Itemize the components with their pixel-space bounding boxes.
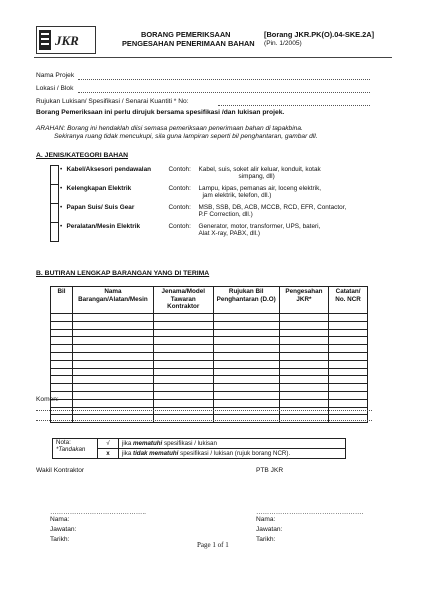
note-table — [52, 438, 346, 459]
table-cell[interactable] — [73, 391, 154, 399]
table-cell[interactable] — [213, 314, 279, 322]
table-cell[interactable] — [329, 384, 368, 392]
column-header: Jenama/Model Tawaran Kontraktor — [153, 287, 213, 314]
table-cell[interactable] — [153, 376, 213, 384]
signature-line-right[interactable]: …………………………………………. — [256, 509, 364, 516]
signature-right-title: PTB JKR — [256, 467, 284, 474]
items-body — [51, 314, 368, 423]
location-label: Lokasi / Blok — [36, 85, 74, 92]
table-cell[interactable] — [329, 360, 368, 368]
column-header: Nama Barangan/Alatan/Mesin — [73, 287, 154, 314]
table-cell[interactable] — [153, 384, 213, 392]
reference-label: Rujukan Lukisan/ Spesifikasi / Senarai Kuantiti * No: — [36, 98, 189, 105]
table-cell[interactable] — [51, 329, 73, 337]
table-row — [51, 314, 368, 322]
table-cell[interactable] — [213, 391, 279, 399]
table-cell[interactable] — [279, 368, 328, 376]
example-text: Alat X-ray, PABX, dll.) — [198, 230, 261, 237]
table-cell[interactable] — [329, 415, 368, 423]
table-cell[interactable] — [213, 337, 279, 345]
table-cell[interactable] — [153, 391, 213, 399]
table-cell[interactable] — [279, 314, 328, 322]
example-text: MSB, SSB, DB, ACB, MCCB, RCD, EFR, Contactor, — [198, 203, 347, 211]
table-cell[interactable] — [51, 360, 73, 368]
table-row — [51, 415, 368, 423]
table-cell[interactable] — [329, 321, 368, 329]
table-row — [51, 321, 368, 329]
category-table: • Kabel/Aksesori pendawalan Contoh: Kabel, suis, soket alir keluar, konduit, kotak simpang, dll) • Kelengkapan Elektrik Contoh: Lampu, kipas, pemanas air, loceng elektrik, jam elektrik, telefon, dll.) • Papan Suis/ Suis Gear Contoh: MSB, SSB, DB, ACB, MCCB, RCD, EFR, Contactor, P.F Correction, dll.) • Peralatan/Mesin Elektrik Contoh: Generator, motor, transformer, UPS, bateri, Alat X-ray, PABX, dll.) — [50, 165, 348, 242]
table-cell[interactable] — [329, 352, 368, 360]
table-cell[interactable] — [153, 345, 213, 353]
table-cell[interactable] — [73, 321, 154, 329]
table-cell[interactable] — [51, 415, 73, 423]
table-cell[interactable] — [153, 314, 213, 322]
check-symbol: √ — [98, 439, 119, 449]
table-cell[interactable] — [51, 352, 73, 360]
comments-line-2[interactable] — [36, 420, 372, 421]
table-row — [51, 368, 368, 376]
table-cell[interactable] — [51, 321, 73, 329]
table-cell[interactable] — [213, 415, 279, 423]
form-title-2: PENGESAHAN PENERIMAAN BAHAN — [122, 39, 255, 48]
items-table — [50, 286, 368, 423]
table-cell[interactable] — [213, 321, 279, 329]
table-cell[interactable] — [73, 399, 154, 407]
example-label: Contoh: — [168, 222, 191, 230]
table-row — [51, 345, 368, 353]
table-cell[interactable] — [279, 384, 328, 392]
column-header: Catatan/ No. NCR — [329, 287, 368, 314]
table-cell[interactable] — [73, 384, 154, 392]
table-cell[interactable] — [279, 399, 328, 407]
comments-line-1[interactable] — [36, 410, 372, 411]
table-cell[interactable] — [279, 337, 328, 345]
table-cell[interactable] — [153, 415, 213, 423]
table-cell[interactable] — [279, 360, 328, 368]
category-name: Peralatan/Mesin Elektrik — [66, 222, 141, 230]
table-cell[interactable] — [153, 399, 213, 407]
table-cell[interactable] — [73, 376, 154, 384]
table-cell[interactable] — [329, 337, 368, 345]
comments-label: Komen: — [36, 396, 59, 403]
project-label: Nama Projek — [36, 72, 75, 79]
table-cell[interactable] — [51, 337, 73, 345]
table-row — [51, 329, 368, 337]
left-date-label: Tarikh: — [50, 536, 70, 543]
example-text: P.F Correction, dll.) — [198, 211, 253, 218]
table-cell[interactable] — [73, 345, 154, 353]
table-cell[interactable] — [73, 360, 154, 368]
signature-left-title: Wakil Kontraktor — [36, 467, 85, 474]
table-cell[interactable] — [213, 384, 279, 392]
table-cell[interactable] — [51, 345, 73, 353]
table-cell[interactable] — [73, 329, 154, 337]
table-cell[interactable] — [279, 329, 328, 337]
section-a-title: A. JENIS/KATEGORI BAHAN — [36, 152, 129, 159]
table-cell[interactable] — [279, 376, 328, 384]
table-cell[interactable] — [73, 337, 154, 345]
location-field[interactable] — [78, 92, 370, 93]
table-cell[interactable] — [153, 321, 213, 329]
table-cell[interactable] — [329, 345, 368, 353]
form-code: [Borang JKR.PK(O).04-SKE.2A] — [264, 30, 375, 39]
instruction-bold: Borang Pemeriksaan ini perlu dirujuk bersama spesifikasi /dan lukisan projek. — [36, 109, 285, 116]
example-text: simpang, dll) — [238, 173, 275, 180]
signature-line-left[interactable]: …………………………………….. — [50, 509, 146, 516]
table-cell[interactable] — [213, 376, 279, 384]
reference-field[interactable] — [218, 105, 370, 106]
table-cell[interactable] — [153, 352, 213, 360]
table-cell[interactable] — [279, 415, 328, 423]
table-cell[interactable] — [213, 368, 279, 376]
table-cell[interactable] — [153, 368, 213, 376]
example-label: Contoh: — [168, 165, 191, 173]
table-cell[interactable] — [329, 329, 368, 337]
note-row-1: jika mematuhi spesifikasi / lukisan — [119, 439, 346, 449]
logo-text: JKR — [55, 33, 79, 48]
example-label: Contoh: — [168, 184, 191, 192]
example-text: Lampu, kipas, pemanas air, loceng elektrik, — [198, 184, 322, 192]
note-label: Nota: — [56, 439, 71, 446]
table-cell[interactable] — [51, 384, 73, 392]
column-header: Bil — [51, 287, 73, 314]
table-cell[interactable] — [279, 321, 328, 329]
right-date-label: Tarikh: — [256, 536, 276, 543]
checkbox-electrical[interactable] — [51, 185, 59, 204]
table-row — [51, 391, 368, 399]
category-name: Kabel/Aksesori pendawalan — [66, 165, 152, 173]
form-revision: (Pin. 1/2005) — [264, 40, 302, 47]
form-title-1: BORANG PEMERIKSAAN — [141, 30, 231, 39]
table-cell[interactable] — [279, 391, 328, 399]
note-sublabel: *Tandakan — [56, 446, 86, 453]
jkr-logo — [36, 26, 96, 54]
example-text: Kabel, suis, soket alir keluar, konduit, kotak — [198, 165, 321, 173]
table-row — [51, 376, 368, 384]
table-cell[interactable] — [329, 376, 368, 384]
table-cell[interactable] — [213, 329, 279, 337]
table-row — [51, 352, 368, 360]
table-cell[interactable] — [73, 368, 154, 376]
right-position-label: Jawatan: — [256, 526, 283, 533]
left-name-label: Nama: — [50, 516, 70, 523]
table-cell[interactable] — [153, 337, 213, 345]
table-cell[interactable] — [73, 314, 154, 322]
project-field[interactable] — [78, 79, 370, 80]
table-cell[interactable] — [329, 391, 368, 399]
checkbox-machinery[interactable] — [51, 223, 59, 242]
table-cell[interactable] — [279, 345, 328, 353]
category-name: Kelengkapan Elektrik — [66, 184, 132, 192]
table-cell[interactable] — [329, 399, 368, 407]
table-cell[interactable] — [153, 360, 213, 368]
checkbox-switchboard[interactable] — [51, 204, 59, 223]
example-text: jam elektrik, telefon, dll.) — [202, 192, 272, 199]
page-footer: Page 1 of 1 — [197, 541, 229, 549]
table-cell[interactable] — [73, 415, 154, 423]
table-cell[interactable] — [51, 314, 73, 322]
table-cell[interactable] — [213, 399, 279, 407]
left-position-label: Jawatan: — [50, 526, 77, 533]
instruction-italic-1: ARAHAN: Borang ini hendaklah diisi semasa pemeriksaan penerimaan bahan di tapakbina. — [36, 125, 303, 132]
cross-symbol: x — [98, 449, 119, 459]
header-rule — [34, 57, 392, 58]
example-text: Generator, motor, transformer, UPS, bateri, — [198, 222, 321, 230]
jkr-logo-icon — [37, 27, 95, 53]
table-cell[interactable] — [153, 329, 213, 337]
table-row — [51, 399, 368, 407]
instruction-italic-2: Sekiranya ruang tidak mencukupi, sila guna lampiran seperti bil penghantaran, gambar dll. — [54, 133, 318, 140]
table-cell[interactable] — [213, 345, 279, 353]
section-b-title: B. BUTIRAN LENGKAP BARANGAN YANG DI TERIMA — [36, 270, 210, 277]
note-row-2: jika tidak mematuhi spesifikasi / lukisan (rujuk borang NCR). — [119, 449, 346, 459]
table-cell[interactable] — [73, 352, 154, 360]
category-name: Papan Suis/ Suis Gear — [66, 203, 135, 211]
table-cell[interactable] — [213, 352, 279, 360]
example-label: Contoh: — [168, 203, 191, 211]
table-cell[interactable] — [213, 360, 279, 368]
table-cell[interactable] — [329, 314, 368, 322]
table-row — [51, 337, 368, 345]
checkbox-cable[interactable] — [51, 166, 59, 185]
table-cell[interactable] — [51, 368, 73, 376]
note-cell — [53, 439, 98, 459]
column-header: Rujukan Bil Penghantaran (D.O) — [213, 287, 279, 314]
column-header: Pengesahan JKR* — [279, 287, 328, 314]
table-row — [51, 360, 368, 368]
right-name-label: Nama: — [256, 516, 276, 523]
table-cell[interactable] — [329, 368, 368, 376]
table-cell[interactable] — [51, 376, 73, 384]
table-row — [51, 384, 368, 392]
table-cell[interactable] — [279, 352, 328, 360]
